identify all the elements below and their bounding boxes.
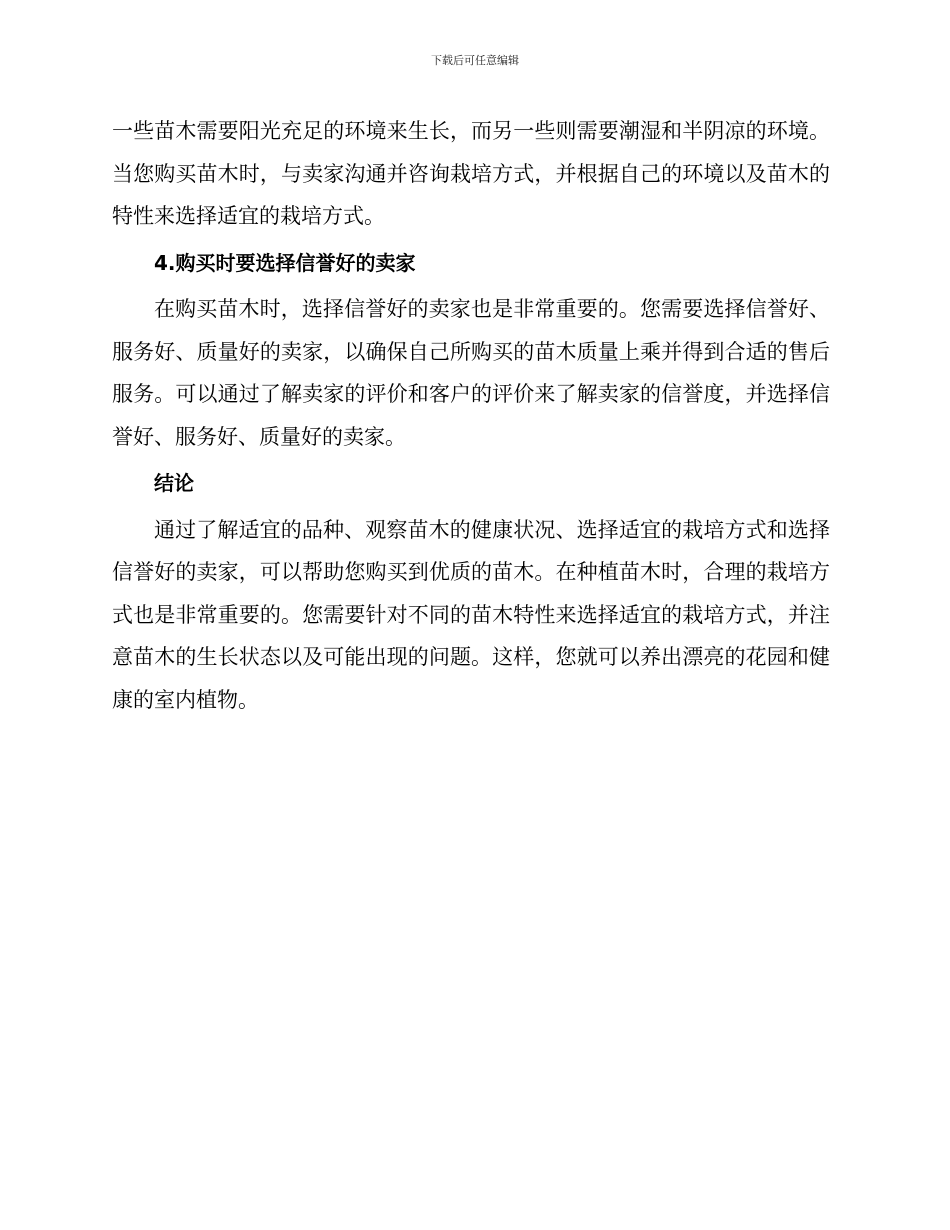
header-note: 下载后可任意编辑 <box>431 54 519 67</box>
conclusion-paragraph: 通过了解适宜的品种、观察苗木的健康状况、选择适宜的栽培方式和选择信誉好的卖家，可以帮助您购买到优质的苗木。在种植苗木时，合理的栽培方式也是非常重要的。您需要针对不同的苗木特性来选择适宜的栽培方式，并注意苗木的生长状态以及可能出现的问题。这样，您就可以养出漂亮的花园和健康的室内植物。 <box>112 517 830 712</box>
section-4-paragraph: 在购买苗木时，选择信誉好的卖家也是非常重要的。您需要选择信誉好、服务好、质量好的卖家，以确保自己所购买的苗木质量上乘并得到合适的售后服务。可以通过了解卖家的评价和客户的评价来了解卖家的信誉度，并选择信誉好、服务好、质量好的卖家。 <box>112 297 830 449</box>
section-4-heading: 4.购买时要选择信誉好的卖家 <box>154 250 416 275</box>
intro-paragraph: 一些苗木需要阳光充足的环境来生长，而另一些则需要潮湿和半阴凉的环境。当您购买苗木时，与卖家沟通并咨询栽培方式，并根据自己的环境以及苗木的特性来选择适宜的栽培方式。 <box>112 119 830 228</box>
document-body <box>112 110 830 721</box>
conclusion-heading: 结论 <box>154 471 194 495</box>
